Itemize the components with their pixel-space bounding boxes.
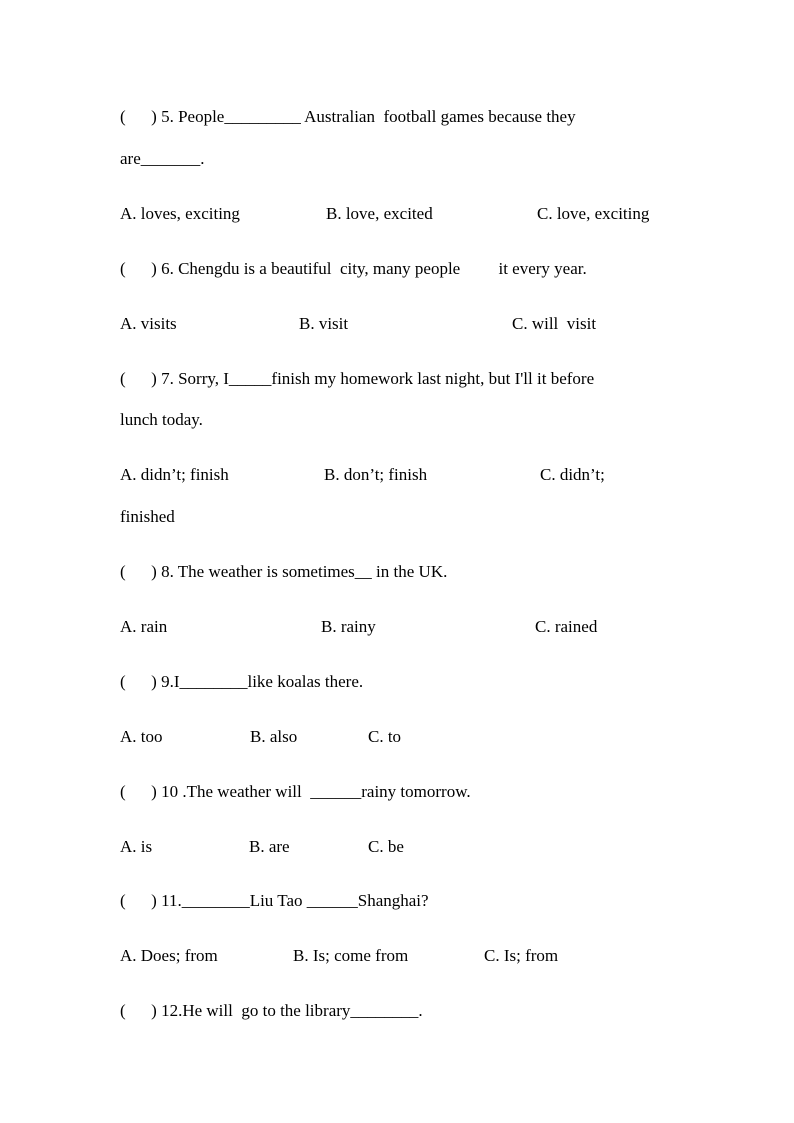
question-12-stem: ( ) 12.He will go to the library________. <box>120 1001 423 1020</box>
question-11-option-c: C. Is; from <box>484 946 559 965</box>
question-5-stem: ( ) 5. People_________ Australian football games because they <box>120 107 576 126</box>
question-8-option-b: B. rainy <box>321 617 376 636</box>
question-7-option-b: B. don’t; finish <box>324 465 428 484</box>
question-7-option-a: A. didn’t; finish <box>120 465 229 484</box>
question-5-stem-continued: are_______. <box>120 149 205 168</box>
question-6-option-a: A. visits <box>120 314 177 333</box>
question-10-option-c: C. be <box>368 837 404 856</box>
question-8-option-a: A. rain <box>120 617 168 636</box>
question-8-option-c: C. rained <box>535 617 598 636</box>
question-10-stem: ( ) 10 .The weather will ______rainy tomorrow. <box>120 782 471 801</box>
question-11-stem: ( ) 11.________Liu Tao ______Shanghai? <box>120 891 429 910</box>
question-7-option-c: C. didn’t; <box>540 465 605 484</box>
question-6-option-c: C. will visit <box>512 314 597 333</box>
question-5-option-a: A. loves, exciting <box>120 204 240 223</box>
question-11-option-a: A. Does; from <box>120 946 218 965</box>
question-7-stem: ( ) 7. Sorry, I_____finish my homework last night, but I'll it before <box>120 369 595 388</box>
question-6-stem: ( ) 6. Chengdu is a beautiful city, many people it every year. <box>120 259 587 278</box>
question-6-option-b: B. visit <box>299 314 349 333</box>
question-9-option-a: A. too <box>120 727 163 746</box>
question-10-option-b: B. are <box>249 837 290 856</box>
question-5-option-b: B. love, excited <box>326 204 433 223</box>
question-9-option-b: B. also <box>250 727 298 746</box>
question-7-option-c-continued: finished <box>120 507 175 526</box>
question-9-stem: ( ) 9.I________like koalas there. <box>120 672 364 691</box>
question-9-option-c: C. to <box>368 727 402 746</box>
question-10-option-a: A. is <box>120 837 153 856</box>
question-11-option-b: B. Is; come from <box>293 946 409 965</box>
question-5-option-c: C. love, exciting <box>537 204 650 223</box>
question-8-stem: ( ) 8. The weather is sometimes__ in the UK. <box>120 562 448 581</box>
question-7-stem-continued: lunch today. <box>120 410 203 429</box>
